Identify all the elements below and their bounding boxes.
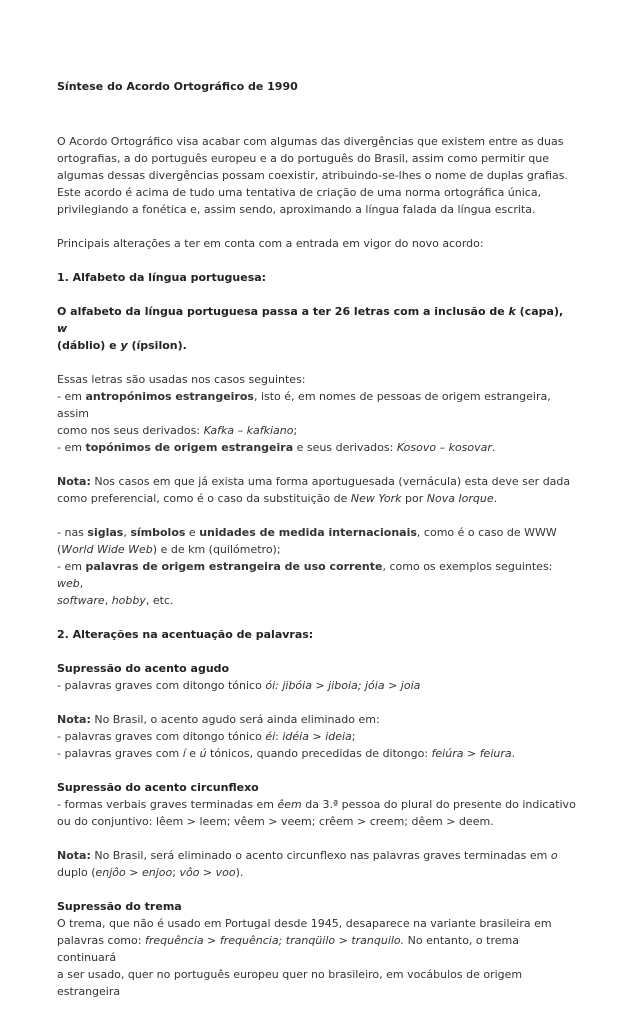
intro-line: Este acordo é acima de tudo uma tentativa de criação de uma norma ortográfica única, bbox=[57, 186, 542, 199]
text: - palavras graves com bbox=[57, 747, 183, 760]
section2-note-circunflexo bbox=[57, 847, 577, 881]
text: e bbox=[185, 526, 200, 539]
circunflexo-heading: Supressão do acento circunflexo bbox=[57, 781, 259, 794]
text: palavras como: bbox=[57, 934, 145, 947]
text: êem bbox=[277, 798, 302, 811]
text: e seus derivados: bbox=[293, 441, 397, 454]
text: duplo ( bbox=[57, 866, 96, 879]
text: éi bbox=[265, 730, 276, 743]
text: - formas verbais graves terminadas em bbox=[57, 798, 278, 811]
text: New York bbox=[350, 492, 402, 505]
text: ). bbox=[235, 866, 244, 879]
text: ú bbox=[199, 747, 207, 760]
text: - em bbox=[57, 441, 86, 454]
intro-line: ortografias, a do português europeu e a do português do Brasil, assim como permitir que bbox=[57, 152, 550, 165]
text: por bbox=[401, 492, 427, 505]
text: Kosovo – kosovar bbox=[396, 441, 492, 454]
intro-line: O Acordo Ortográfico visa acabar com algumas das divergências que existem entre as duas bbox=[57, 135, 564, 148]
section2-note-agudo bbox=[57, 711, 577, 762]
text: web bbox=[57, 577, 80, 590]
note-label: Nota: bbox=[57, 475, 91, 488]
text: a ser usado, quer no português europeu quer no brasileiro, em vocábulos de origem estrangeira bbox=[57, 968, 523, 998]
text: (ípsilon). bbox=[127, 339, 187, 352]
text: w bbox=[57, 322, 68, 335]
section1-siglas bbox=[57, 524, 577, 609]
text: - palavras graves com ditongo tónico bbox=[57, 730, 266, 743]
trema-section bbox=[57, 898, 577, 1000]
section1-note bbox=[57, 473, 577, 507]
text: ou do conjuntivo: lêem > leem; vêem > veem; crêem > creem; dêem > deem. bbox=[57, 815, 494, 828]
text: Nos casos em que já exista uma forma aportuguesada (vernácula) esta deve ser dada bbox=[90, 475, 571, 488]
principais-text: Principais alterações a ter em conta com a entrada em vigor do novo acordo: bbox=[57, 237, 484, 250]
text: enjôo > enjoo bbox=[95, 866, 173, 879]
usage-intro: Essas letras são usadas nos casos seguintes: bbox=[57, 373, 306, 386]
document-title: Síntese do Acordo Ortográfico de 1990 bbox=[57, 80, 298, 93]
intro-line: algumas dessas divergências possam coexistir, atribuindo-se-lhes o nome de duplas grafias. bbox=[57, 169, 568, 182]
section1-usage bbox=[57, 371, 577, 456]
text: k bbox=[508, 305, 516, 318]
text: . bbox=[511, 747, 516, 760]
text: (capa), bbox=[515, 305, 564, 318]
note-label: Nota: bbox=[57, 713, 91, 726]
text: World Wide Web bbox=[61, 543, 153, 556]
text: vôo > voo bbox=[179, 866, 236, 879]
text: ói: jibóia > jiboia; jóia > joia bbox=[265, 679, 421, 692]
text: ( bbox=[57, 543, 62, 556]
text: . bbox=[493, 492, 498, 505]
text: palavras de origem estrangeira de uso corrente bbox=[85, 560, 383, 573]
text: - em bbox=[57, 560, 86, 573]
text: da 3.ª pessoa do plural do presente do indicativo bbox=[301, 798, 576, 811]
text: y bbox=[120, 339, 128, 352]
text: o bbox=[550, 849, 558, 862]
text: , como é o caso de WWW bbox=[416, 526, 557, 539]
text: software bbox=[57, 594, 105, 607]
text: como preferencial, como é o caso da substituição de bbox=[57, 492, 351, 505]
intro-paragraph bbox=[57, 133, 577, 218]
text: No entanto, o trema continuará bbox=[57, 934, 519, 964]
text: tónicos, quando precedidas de ditongo: bbox=[206, 747, 432, 760]
acento-agudo bbox=[57, 660, 577, 694]
text: , etc. bbox=[145, 594, 174, 607]
text: frequência > frequência; tranqüilo > tranquilo. bbox=[144, 934, 405, 947]
text: hobby bbox=[111, 594, 146, 607]
text: : bbox=[275, 730, 283, 743]
document-page bbox=[57, 78, 577, 1017]
section1-heading: 1. Alfabeto da língua portuguesa: bbox=[57, 271, 267, 284]
text: (dáblio) e bbox=[57, 339, 121, 352]
text: - em bbox=[57, 390, 86, 403]
text: Nova Iorque bbox=[426, 492, 494, 505]
agudo-heading: Supressão do acento agudo bbox=[57, 662, 230, 675]
text: , isto é, em nomes de pessoas de origem estrangeira, assim bbox=[57, 390, 551, 420]
text: No Brasil, o acento agudo será ainda eliminado em: bbox=[90, 713, 380, 726]
acento-circunflexo bbox=[57, 779, 577, 830]
text: ; bbox=[351, 730, 356, 743]
text: O alfabeto da língua portuguesa passa a ter 26 letras com a inclusão de bbox=[57, 305, 509, 318]
text: , bbox=[123, 526, 131, 539]
text: símbolos bbox=[130, 526, 186, 539]
text: . bbox=[491, 441, 496, 454]
text: í bbox=[182, 747, 186, 760]
text: ; bbox=[293, 424, 298, 437]
text: Kafka – kafkiano bbox=[203, 424, 294, 437]
text: No Brasil, será eliminado o acento circunflexo nas palavras graves terminadas em bbox=[90, 849, 551, 862]
text: , bbox=[79, 577, 84, 590]
text: ; bbox=[172, 866, 180, 879]
trema-heading: Supressão do trema bbox=[57, 900, 182, 913]
text: unidades de medida internacionais bbox=[199, 526, 417, 539]
text: antropónimos estrangeiros bbox=[85, 390, 254, 403]
text: feiúra > feiura bbox=[431, 747, 512, 760]
text: , como os exemplos seguintes: bbox=[382, 560, 553, 573]
text: topónimos de origem estrangeira bbox=[85, 441, 294, 454]
section1-lead bbox=[57, 303, 577, 354]
intro-line: privilegiando a fonética e, assim sendo, aproximando a língua falada da língua escrita. bbox=[57, 203, 536, 216]
text: como nos seus derivados: bbox=[57, 424, 204, 437]
text: siglas bbox=[87, 526, 124, 539]
note-label: Nota: bbox=[57, 849, 91, 862]
text: - palavras graves com ditongo tónico bbox=[57, 679, 266, 692]
text: , bbox=[104, 594, 112, 607]
text: idéia > ideia bbox=[282, 730, 352, 743]
text: O trema, que não é usado em Portugal desde 1945, desaparece na variante brasileira em bbox=[57, 917, 552, 930]
section2-heading: 2. Alterações na acentuação de palavras: bbox=[57, 628, 314, 641]
text: e bbox=[185, 747, 200, 760]
text: ) e de km (quilómetro); bbox=[152, 543, 281, 556]
text: - nas bbox=[57, 526, 88, 539]
